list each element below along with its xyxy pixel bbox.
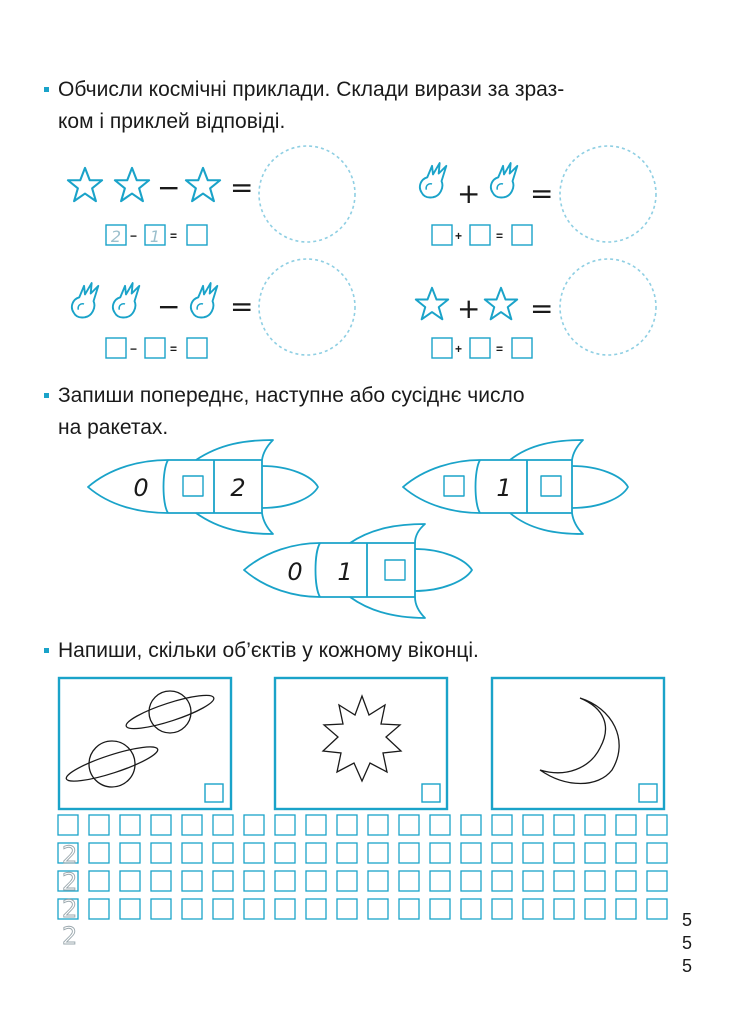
grid-cell[interactable] [523,815,543,835]
grid-cell[interactable] [244,899,264,919]
grid-cell[interactable] [399,815,419,835]
grid-cell[interactable] [492,899,512,919]
page-digit: 5 [681,910,692,930]
moon-icon [540,698,619,784]
small-equals: = [170,229,178,243]
comet-icon [491,163,517,197]
task1-text-line2: ком і приклей відповіді. [58,110,286,133]
grid-cell[interactable] [523,871,543,891]
grid-cell[interactable] [430,871,450,891]
grid-cell[interactable] [213,871,233,891]
small-equals: = [496,342,504,356]
grid-cell[interactable] [306,871,326,891]
rocket-2-cell-2: 1 [496,474,512,502]
grid-cell[interactable] [585,899,605,919]
planet-icon [64,741,161,788]
answer-box [432,338,452,358]
grid-cell[interactable] [306,843,326,863]
window-1 [59,678,231,809]
grid-cell[interactable] [492,871,512,891]
operator-minus: − [157,290,181,323]
grid-cell[interactable] [368,843,388,863]
star-icon [416,288,448,320]
grid-cell[interactable] [151,843,171,863]
grid-cell[interactable] [275,815,295,835]
answer-box [106,338,126,358]
grid-cell[interactable] [151,871,171,891]
task3-bullet [44,648,49,653]
grid-cell[interactable] [461,843,481,863]
operator-plus: + [457,292,481,325]
star-icon [115,168,149,201]
task1-text-line1: Обчисли космічні приклади. Склади вирази за зраз- [58,78,565,101]
grid-cell[interactable] [58,899,78,919]
task2-text-line1: Запиши попереднє, наступне або сусіднє число [58,384,525,407]
grid-cell[interactable] [213,843,233,863]
answer-box [145,225,165,245]
count-box [422,784,440,802]
answer-box [187,338,207,358]
grid-cell[interactable] [306,815,326,835]
grid-cell[interactable] [213,815,233,835]
grid-cell[interactable] [244,871,264,891]
grid-cell[interactable] [213,899,233,919]
grid-cell[interactable] [616,843,636,863]
rocket-3 [244,524,472,618]
answer-circle [560,259,656,355]
count-box [205,784,223,802]
equals-sign: = [530,292,554,325]
grid-cell[interactable] [430,843,450,863]
grid-cell[interactable] [337,871,357,891]
trace-digit: 2 [62,868,78,896]
grid-cell[interactable] [120,815,140,835]
answer-box [512,225,532,245]
grid-cell[interactable] [182,843,202,863]
grid-cell[interactable] [120,843,140,863]
grid-cell[interactable] [89,815,109,835]
grid-cell[interactable] [182,871,202,891]
grid-cell[interactable] [554,899,574,919]
star-icon [68,168,102,201]
example-1 [68,146,355,246]
writing-grid [58,815,667,919]
rocket-1-cell-3: 2 [230,474,246,502]
equals-sign: = [530,177,554,210]
answer-box [470,338,490,358]
answer-circle [259,259,355,355]
grid-cell[interactable] [554,815,574,835]
example-3 [72,259,355,358]
comet-icon [113,283,139,317]
grid-cell[interactable] [430,899,450,919]
operator-plus: + [457,177,481,210]
grid-cell[interactable] [337,815,357,835]
answer-box [187,225,207,245]
answer-box [145,338,165,358]
small-operator: + [455,342,463,356]
grid-cell[interactable] [585,815,605,835]
page-digit: 5 [681,956,692,976]
grid-cell[interactable] [492,843,512,863]
rocket-2 [403,440,628,534]
grid-cell[interactable] [523,899,543,919]
grid-cell[interactable] [275,843,295,863]
answer-box [106,225,126,245]
sample-digit: 2 [110,227,122,246]
trace-digit: 2 [62,841,78,869]
star-icon [186,168,220,201]
answer-box [512,338,532,358]
grid-cell[interactable] [306,899,326,919]
grid-cell[interactable] [275,899,295,919]
example-2 [420,146,656,245]
grid-cell[interactable] [120,899,140,919]
window-3 [492,678,664,809]
task2-text-line2: на ракетах. [58,416,169,439]
grid-cell[interactable] [554,843,574,863]
grid-cell[interactable] [647,899,667,919]
answer-box [470,225,490,245]
grid-cell[interactable] [337,843,357,863]
grid-cell[interactable] [368,871,388,891]
grid-cell[interactable] [647,843,667,863]
operator-minus: − [157,171,181,204]
task3-text: Напиши, скільки об’єктів у кожному віконці. [58,639,479,662]
count-box [639,784,657,802]
grid-cell[interactable] [461,871,481,891]
grid-cell[interactable] [399,871,419,891]
comet-icon [72,283,98,317]
grid-cell[interactable] [368,815,388,835]
rocket-1 [88,440,318,534]
grid-cell[interactable] [585,843,605,863]
trace-digit: 2 [62,895,78,923]
grid-cell[interactable] [368,899,388,919]
grid-cell[interactable] [89,843,109,863]
grid-cell[interactable] [89,871,109,891]
answer-circle [560,146,656,242]
task2-bullet [44,393,49,398]
grid-cell[interactable] [554,871,574,891]
grid-cell[interactable] [647,871,667,891]
grid-cell[interactable] [337,899,357,919]
window-2 [275,678,447,809]
equals-sign: = [230,290,254,323]
grid-cell[interactable] [58,843,78,863]
example-4 [416,259,656,358]
rocket-3-cell-2: 1 [337,558,353,586]
grid-cell[interactable] [244,815,264,835]
comet-icon [420,163,446,197]
grid-cell[interactable] [616,815,636,835]
grid-cell[interactable] [616,899,636,919]
small-equals: = [496,229,504,243]
grid-cell[interactable] [182,815,202,835]
grid-cell[interactable] [492,815,512,835]
task1-bullet [44,87,49,92]
small-operator: − [130,342,138,356]
grid-cell[interactable] [151,899,171,919]
grid-cell[interactable] [244,843,264,863]
grid-cell[interactable] [58,815,78,835]
rocket-3-cell-1: 0 [287,558,303,586]
comet-icon [191,283,217,317]
grid-cell[interactable] [89,899,109,919]
equals-sign: = [230,171,254,204]
answer-box [432,225,452,245]
grid-cell[interactable] [120,871,140,891]
trace-digit: 2 [62,922,78,950]
trace-digits [62,841,77,950]
grid-cell[interactable] [616,871,636,891]
sample-digit: 1 [149,227,161,246]
grid-cell[interactable] [461,899,481,919]
small-operator: − [130,229,138,243]
grid-cell[interactable] [585,871,605,891]
grid-cell[interactable] [523,843,543,863]
grid-cell[interactable] [399,843,419,863]
grid-cell[interactable] [430,815,450,835]
grid-cell[interactable] [647,815,667,835]
page-digit: 5 [681,933,692,953]
rocket-1-cell-1: 0 [133,474,149,502]
grid-cell[interactable] [151,815,171,835]
answer-circle [259,146,355,242]
grid-cell[interactable] [182,899,202,919]
sun-icon [323,696,401,781]
grid-cell[interactable] [275,871,295,891]
grid-cell[interactable] [399,899,419,919]
small-equals: = [170,342,178,356]
planet-icon [123,689,216,735]
small-operator: + [455,229,463,243]
grid-cell[interactable] [461,815,481,835]
star-icon [485,288,517,320]
grid-cell[interactable] [58,871,78,891]
